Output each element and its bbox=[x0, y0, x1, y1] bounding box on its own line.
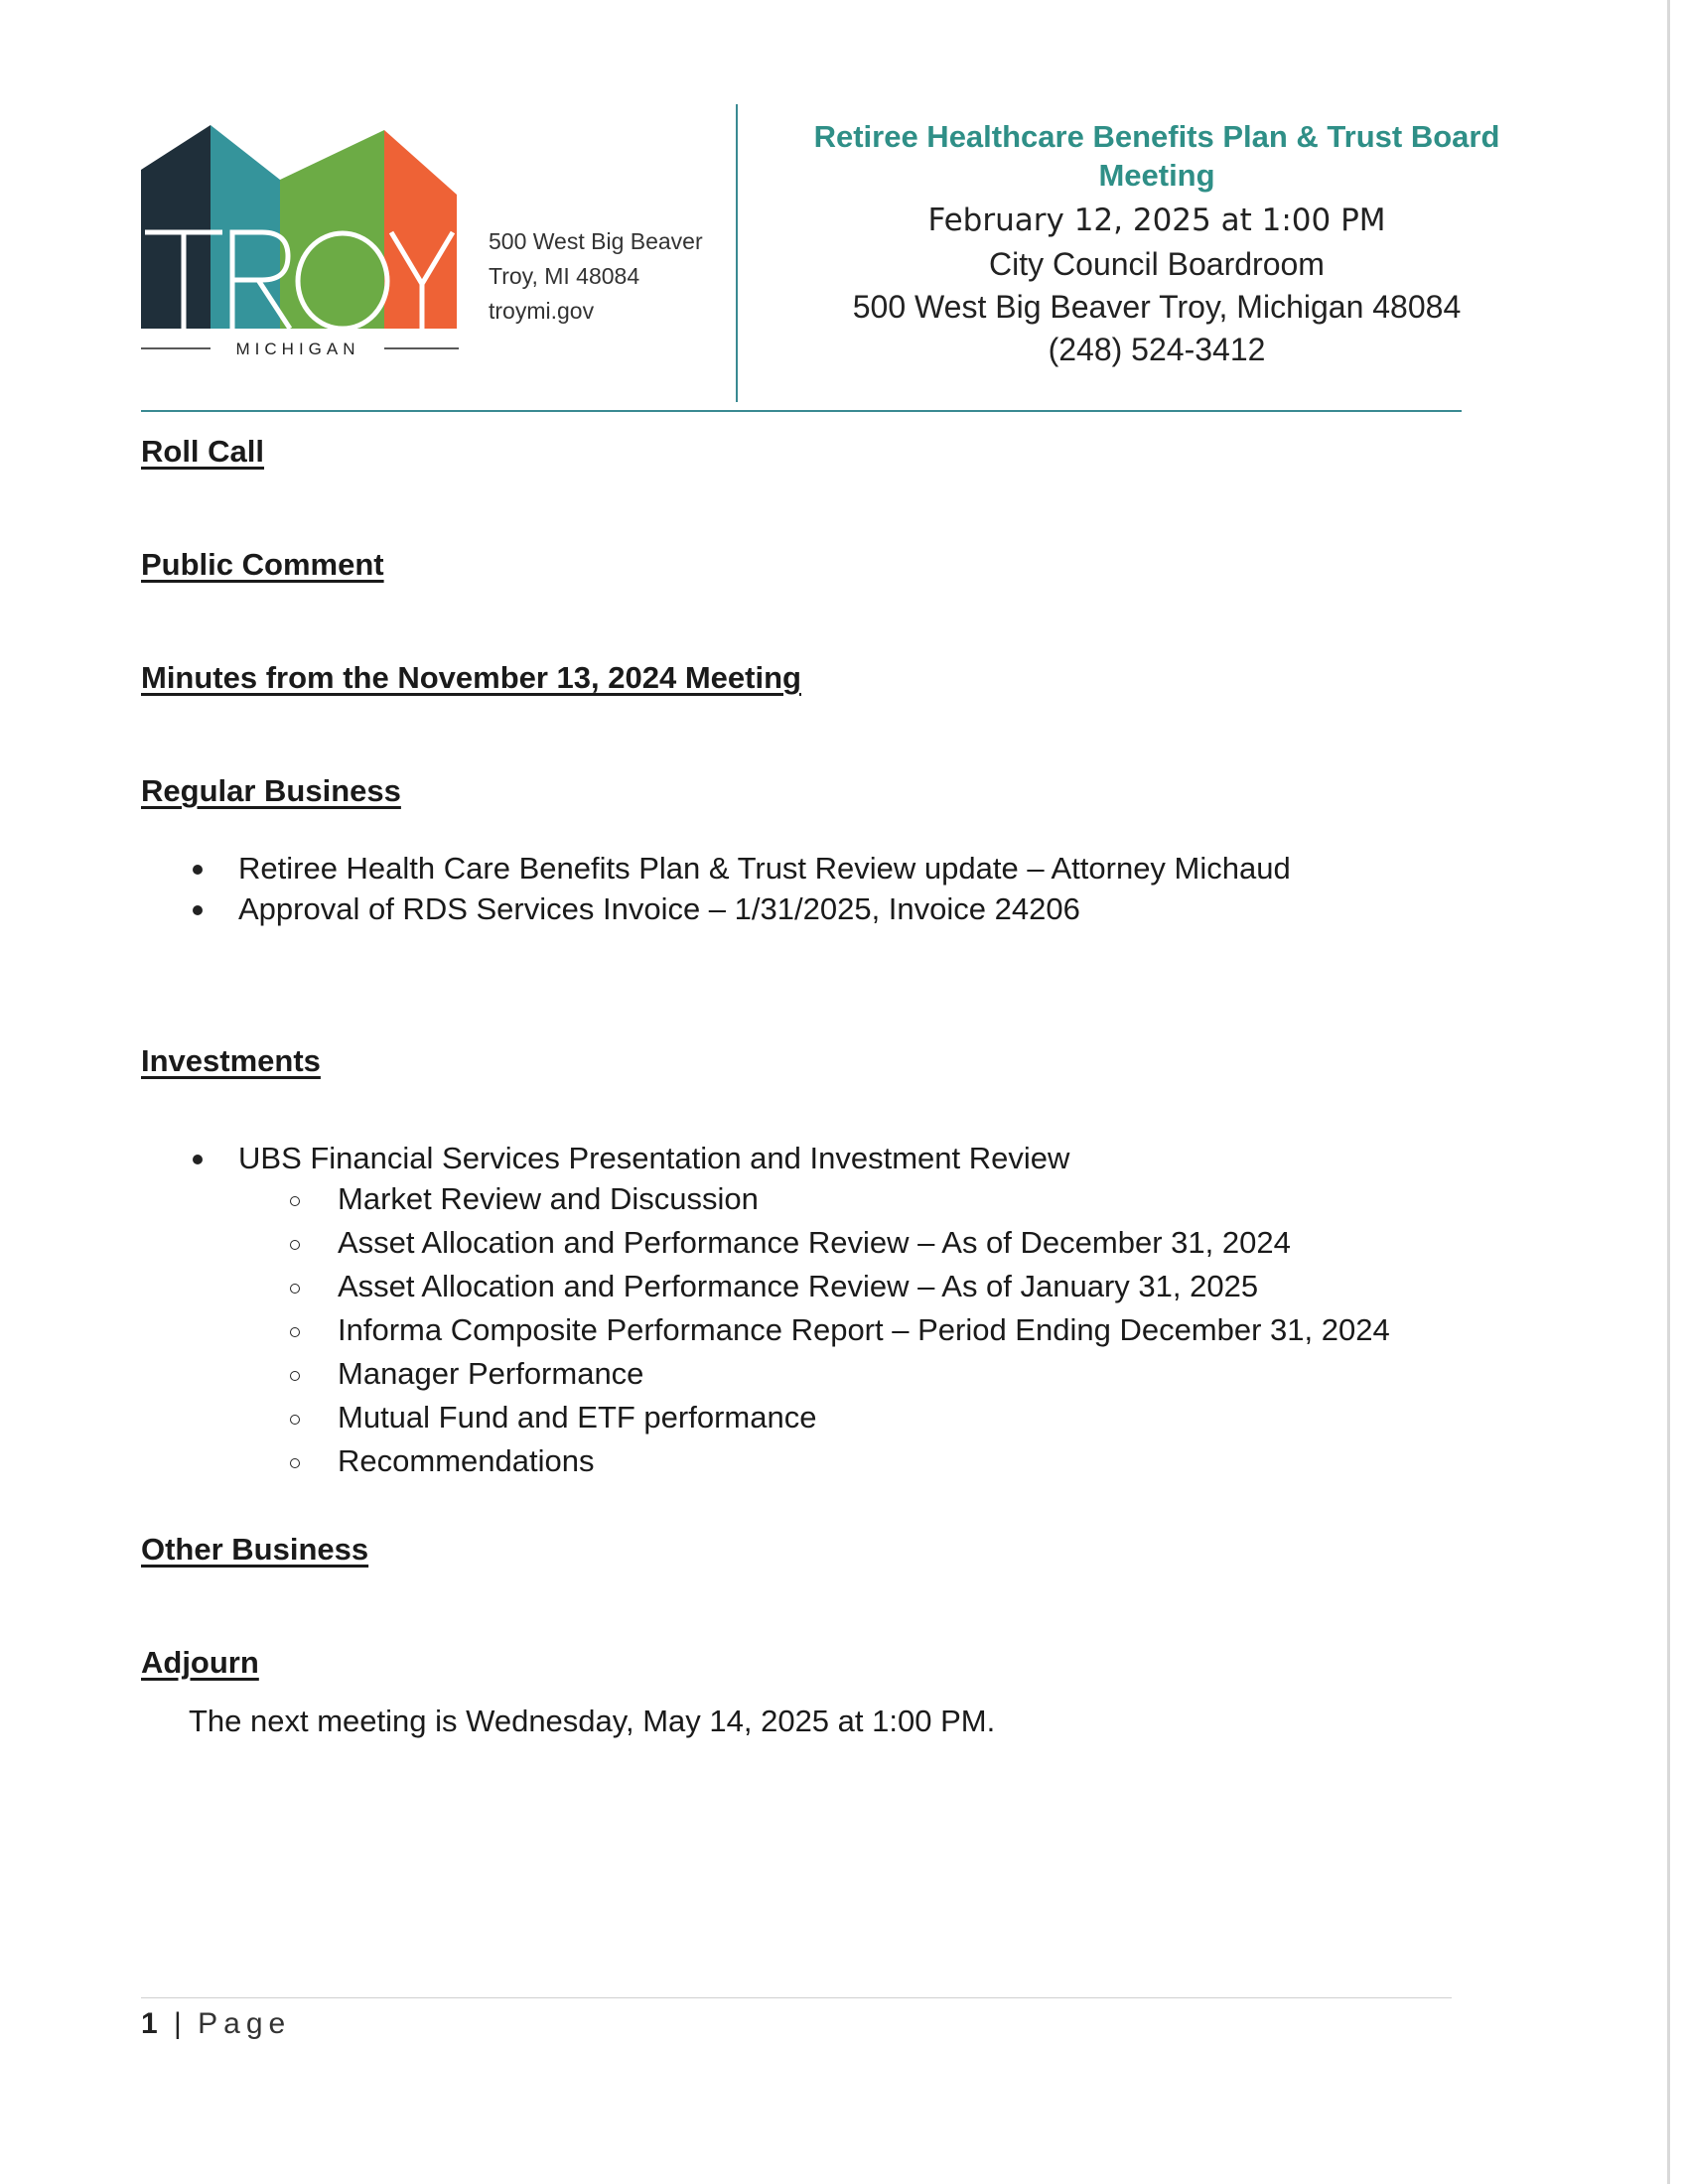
sub-list-item bbox=[286, 1352, 1390, 1396]
list-item-text: Retiree Health Care Benefits Plan & Trust Review update – Attorney Michaud bbox=[238, 851, 1291, 886]
circle-bullet-icon bbox=[290, 1284, 300, 1294]
heading-investments: Investments bbox=[141, 1043, 321, 1078]
sub-list-item-text: Informa Composite Performance Report – Period Ending December 31, 2024 bbox=[338, 1312, 1390, 1347]
bullet-icon bbox=[193, 1155, 203, 1164]
circle-bullet-icon bbox=[290, 1327, 300, 1337]
regular-business-list bbox=[189, 848, 1291, 929]
page-footer bbox=[141, 2007, 291, 2041]
investments-list bbox=[189, 1138, 1069, 1178]
sub-list-item-text: Manager Performance bbox=[338, 1356, 644, 1391]
address-city: Troy, MI 48084 bbox=[489, 263, 640, 289]
sub-list-item-text: Mutual Fund and ETF performance bbox=[338, 1400, 817, 1434]
sub-list-item bbox=[286, 1177, 1390, 1221]
page-number: 1 bbox=[141, 2007, 158, 2040]
troy-logo bbox=[141, 125, 474, 363]
heading-minutes: Minutes from the November 13, 2024 Meeting bbox=[141, 660, 801, 695]
city-address bbox=[489, 224, 703, 329]
heading-other-business: Other Business bbox=[141, 1532, 369, 1567]
header-rule bbox=[141, 410, 1462, 412]
logo-michigan-text: MICHIGAN bbox=[235, 340, 360, 358]
meeting-info bbox=[765, 117, 1549, 371]
list-item bbox=[189, 888, 1291, 929]
sub-list-item-text: Market Review and Discussion bbox=[338, 1181, 759, 1216]
circle-bullet-icon bbox=[290, 1458, 300, 1468]
footer-rule bbox=[141, 1997, 1452, 1998]
logo-house-green bbox=[280, 130, 384, 329]
meeting-location: 500 West Big Beaver Troy, Michigan 48084 bbox=[852, 289, 1462, 325]
header-divider bbox=[736, 104, 738, 402]
sub-list-item bbox=[286, 1439, 1390, 1483]
heading-public-comment: Public Comment bbox=[141, 547, 384, 582]
sub-list-item bbox=[286, 1396, 1390, 1439]
sub-list-item bbox=[286, 1308, 1390, 1352]
circle-bullet-icon bbox=[290, 1371, 300, 1381]
list-item-text: UBS Financial Services Presentation and Investment Review bbox=[238, 1141, 1070, 1175]
page-edge bbox=[1667, 0, 1670, 2184]
meeting-date: February 12, 2025 at 1:00 PM bbox=[927, 203, 1386, 238]
circle-bullet-icon bbox=[290, 1196, 300, 1206]
heading-adjourn: Adjourn bbox=[141, 1645, 259, 1680]
meeting-room: City Council Boardroom bbox=[989, 246, 1325, 282]
sub-list-item-text: Asset Allocation and Performance Review – As of December 31, 2024 bbox=[338, 1225, 1291, 1260]
sub-list-item-text: Asset Allocation and Performance Review – As of January 31, 2025 bbox=[338, 1269, 1259, 1303]
list-item bbox=[189, 1138, 1069, 1178]
page-separator: | bbox=[174, 2007, 182, 2040]
next-meeting-note: The next meeting is Wednesday, May 14, 2025 at 1:00 PM. bbox=[189, 1704, 996, 1738]
address-street: 500 West Big Beaver bbox=[489, 228, 703, 254]
address-website: troymi.gov bbox=[489, 298, 595, 324]
bullet-icon bbox=[193, 865, 203, 875]
heading-roll-call: Roll Call bbox=[141, 434, 265, 469]
logo-house-dark bbox=[141, 125, 211, 329]
sub-list-item bbox=[286, 1221, 1390, 1265]
list-item bbox=[189, 848, 1291, 888]
bullet-icon bbox=[193, 905, 203, 915]
page-label: Page bbox=[198, 2007, 292, 2040]
sub-list-item bbox=[286, 1265, 1390, 1308]
heading-regular-business: Regular Business bbox=[141, 773, 401, 808]
circle-bullet-icon bbox=[290, 1240, 300, 1250]
meeting-title: Retiree Healthcare Benefits Plan & Trust Board Meeting bbox=[813, 119, 1500, 193]
investments-sublist bbox=[286, 1177, 1390, 1483]
sub-list-item-text: Recommendations bbox=[338, 1443, 595, 1478]
meeting-phone: (248) 524-3412 bbox=[1048, 332, 1266, 367]
list-item-text: Approval of RDS Services Invoice – 1/31/2025, Invoice 24206 bbox=[238, 891, 1080, 926]
circle-bullet-icon bbox=[290, 1415, 300, 1425]
